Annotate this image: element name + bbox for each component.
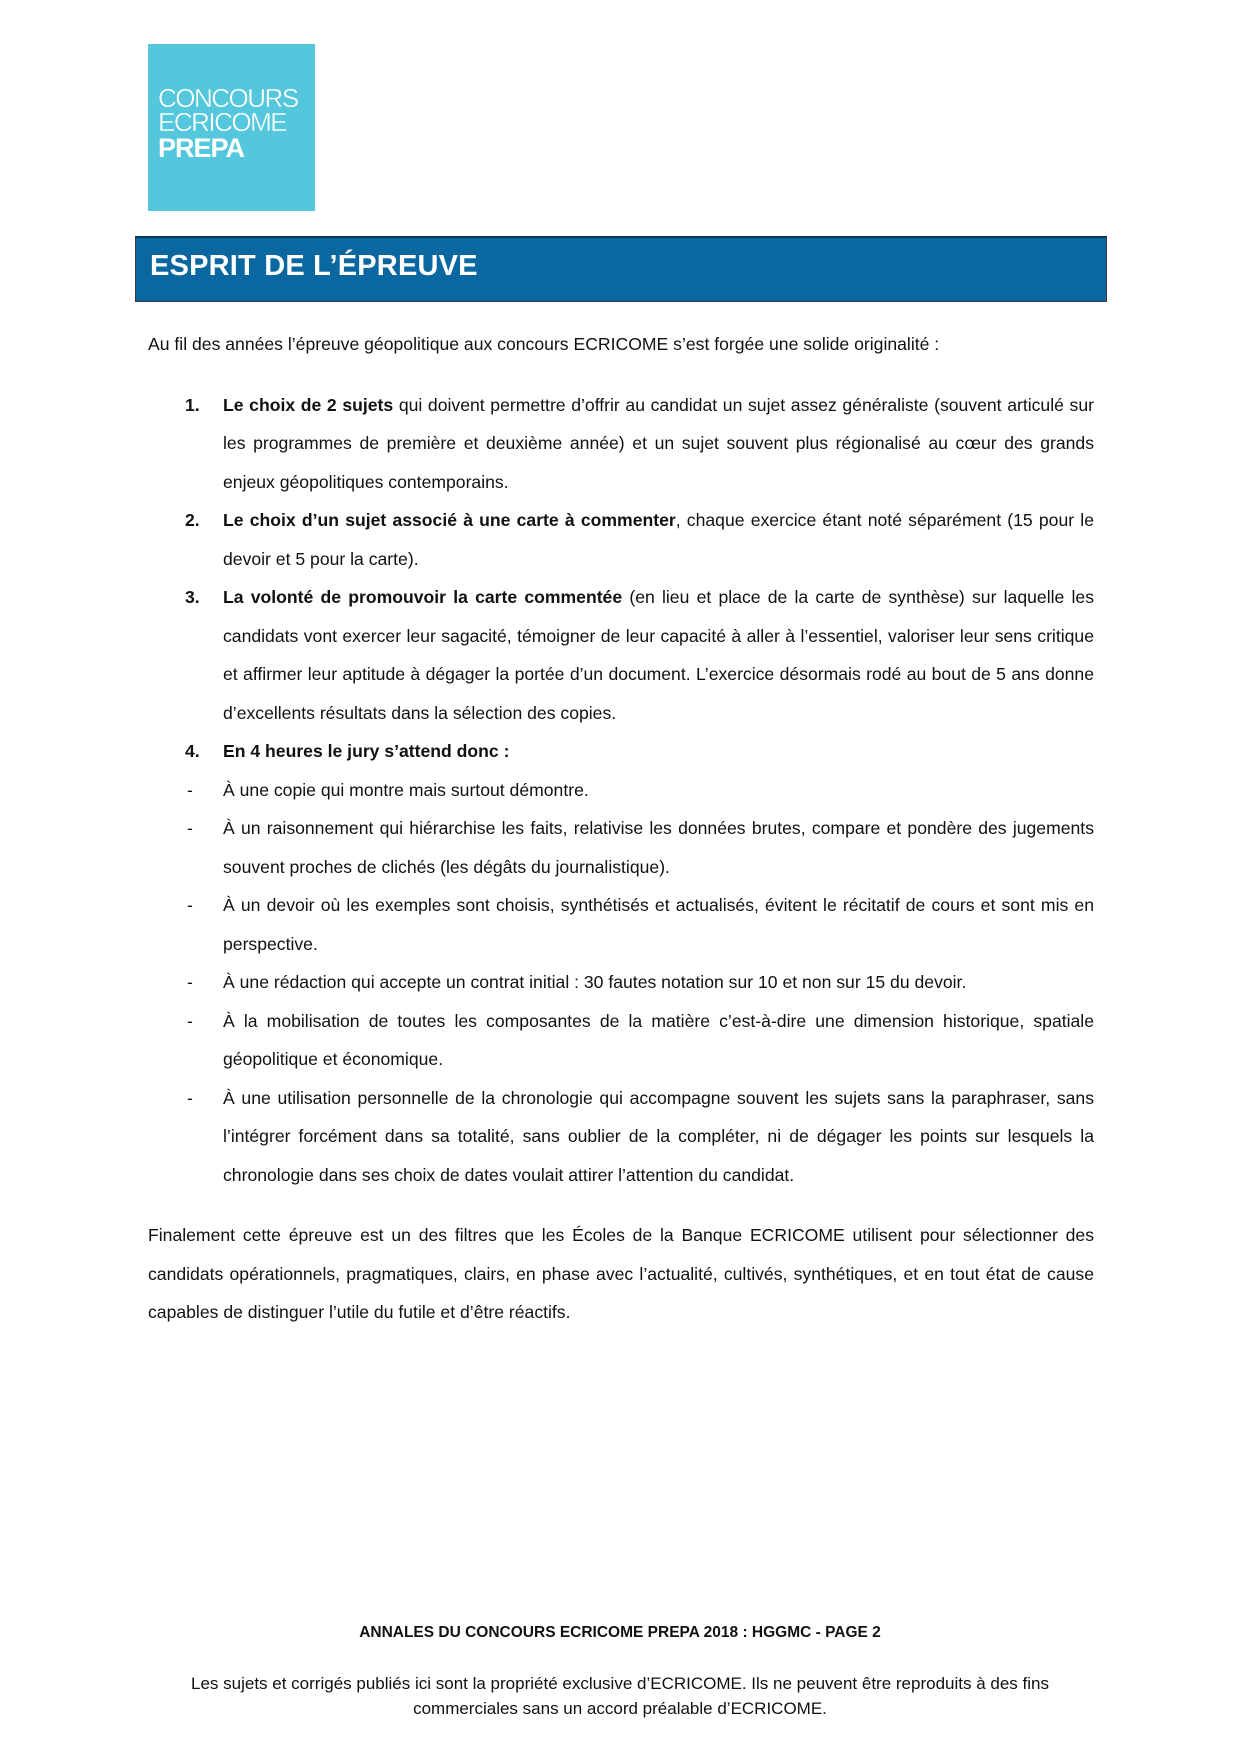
dash-bullet: - bbox=[187, 1010, 193, 1031]
document-body bbox=[148, 325, 1094, 1332]
point-number: 1. bbox=[185, 394, 200, 415]
numbered-point bbox=[148, 732, 1094, 771]
logo-line-concours: CONCOURS bbox=[158, 83, 298, 113]
conclusion-paragraph: Finalement cette épreuve est un des filtres que les Écoles de la Banque ECRICOME utilisent pour sélectionner des candidats opérationnels, pragmatiques, clairs, en phase avec l’actualité, cultivés, synthétiques, et en tout état de cause capables de distinguer l’utile du futile et d’être réactifs. bbox=[148, 1225, 1094, 1322]
dash-bullet: - bbox=[187, 895, 193, 915]
numbered-point bbox=[148, 386, 1094, 502]
numbered-points-list bbox=[148, 386, 1094, 771]
point-text: (en lieu et place de la carte de synthèse) sur laquelle les candidats vont exercer leur sagacité, témoigner de leur capacité à aller à l’essentiel, valoriser leur sens critique et affirmer leur aptitude à dégager la portée d’un document. L’exercice désormais rodé au bout de 5 ans donne d’excellents résultats dans la sélection des copies. bbox=[223, 587, 1094, 723]
expectation-text: À un devoir où les exemples sont choisis, synthétisés et actualisés, évitent le récitatif de cours et sont mis en perspective. bbox=[223, 895, 1094, 954]
expectation-text: À la mobilisation de toutes les composantes de la matière c’est-à-dire une dimension historique, spatiale géopolitique et économique. bbox=[223, 1010, 1094, 1069]
dash-bullet: - bbox=[187, 972, 193, 992]
point-number: 4. bbox=[185, 741, 200, 761]
point-text: qui doivent permettre d’offrir au candidat un sujet assez généraliste (souvent articulé sur les programmes de première et deuxième année) et un sujet souvent plus régionalisé au cœur des grands enjeux géopolitiques contemporains. bbox=[223, 394, 1094, 492]
section-banner bbox=[135, 236, 1107, 302]
numbered-point bbox=[148, 501, 1094, 578]
point-bold-text: La volonté de promouvoir la carte commentée bbox=[223, 587, 623, 607]
expectation-text: À une copie qui montre mais surtout démontre. bbox=[223, 779, 589, 800]
ecricome-logo bbox=[148, 44, 315, 211]
expectation-text: À une rédaction qui accepte un contrat initial : 30 fautes notation sur 10 et non sur 15 du devoir. bbox=[223, 972, 967, 992]
expectation-item bbox=[148, 963, 1094, 1002]
expectation-item bbox=[148, 771, 1094, 810]
point-bold-text: Le choix d’un sujet associé à une carte à commenter bbox=[223, 510, 676, 530]
expectation-text: À une utilisation personnelle de la chronologie qui accompagne souvent les sujets sans la paraphraser, sans l’intégrer forcément dans sa totalité, sans oublier de la compléter, ni de dégager les points sur lesquels la chronologie dans ses choix de dates voulait attirer l’attention du candidat. bbox=[223, 1087, 1094, 1185]
logo-line-ecricome: ECRICOME bbox=[158, 107, 287, 137]
point-bold-text: Le choix de 2 sujets bbox=[223, 394, 394, 415]
section-title: ESPRIT DE L’ÉPREUVE bbox=[150, 250, 478, 282]
numbered-point bbox=[148, 578, 1094, 732]
expectation-item bbox=[148, 886, 1094, 963]
point-number: 3. bbox=[185, 587, 200, 607]
point-number: 2. bbox=[185, 510, 200, 530]
expectation-item bbox=[148, 809, 1094, 886]
point-bold-text: En 4 heures le jury s’attend donc : bbox=[223, 741, 510, 761]
dash-bullet: - bbox=[187, 818, 193, 838]
point-text: , chaque exercice étant noté séparément (15 pour le devoir et 5 pour la carte). bbox=[223, 510, 1094, 569]
expectation-item bbox=[148, 1002, 1094, 1079]
footer-title: ANNALES DU CONCOURS ECRICOME PREPA 2018 : HGGMC - PAGE 2 bbox=[359, 1624, 881, 1641]
footer-copyright-note: Les sujets et corrigés publiés ici sont la propriété exclusive d’ECRICOME. Ils ne peuvent être reproduits à des fins commerciales sans un accord préalable d’ECRICOME. bbox=[191, 1674, 1049, 1718]
intro-paragraph: Au fil des années l’épreuve géopolitique aux concours ECRICOME s’est forgée une solide originalité : bbox=[148, 334, 940, 354]
dash-bullet: - bbox=[187, 1087, 193, 1108]
expectations-list bbox=[148, 771, 1094, 1195]
expectation-text: À un raisonnement qui hiérarchise les faits, relativise les données brutes, compare et pondère des jugements souvent proches de clichés (les dégâts du journalistique). bbox=[223, 818, 1094, 877]
logo-line-prepa: PREPA bbox=[158, 133, 245, 163]
expectation-item bbox=[148, 1079, 1094, 1195]
dash-bullet: - bbox=[187, 779, 193, 800]
